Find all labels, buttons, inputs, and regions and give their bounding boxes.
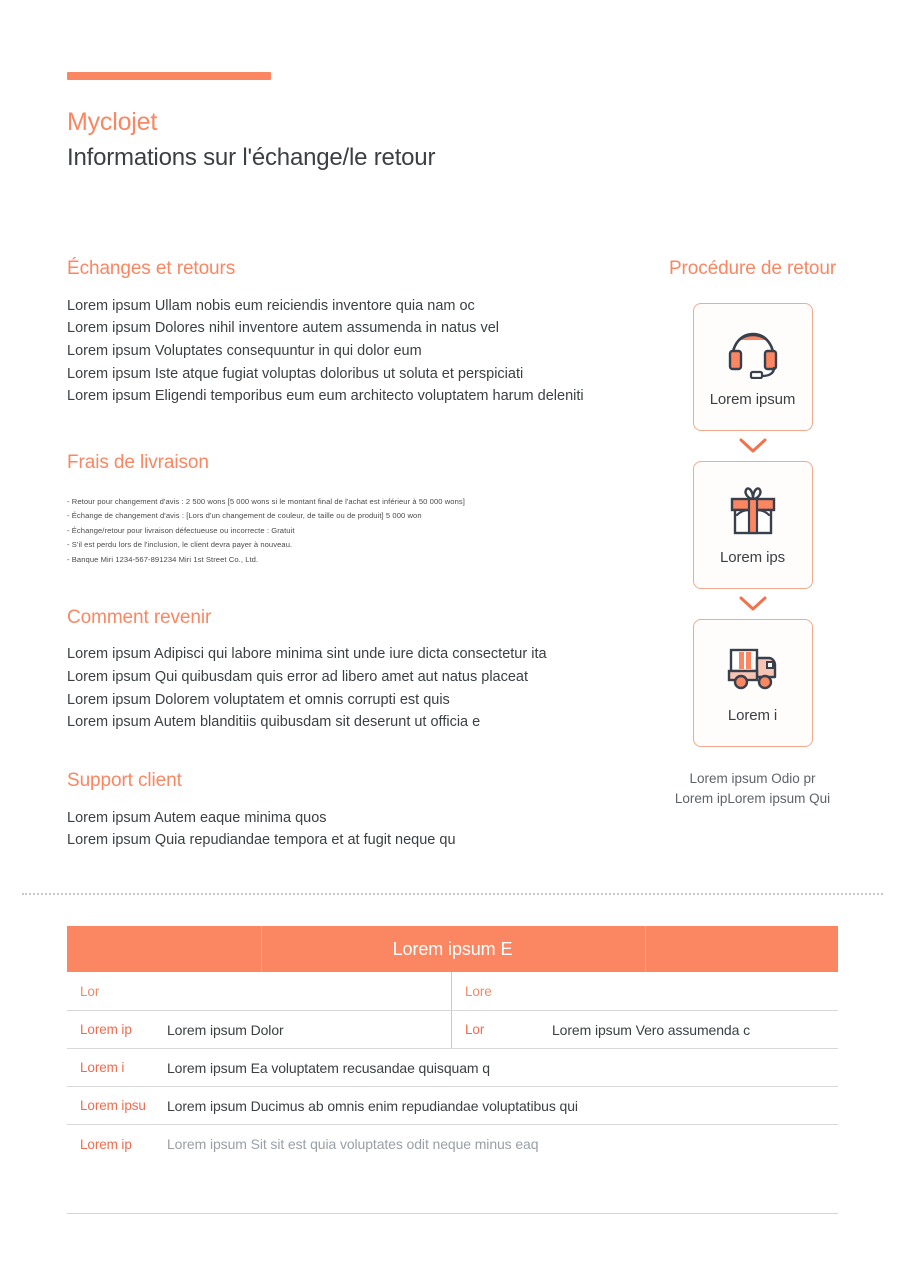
section-exchanges-returns bbox=[67, 258, 607, 408]
text-line: Lorem ipsum Autem eaque minima quos bbox=[67, 809, 327, 826]
chevron-down-icon-2 bbox=[738, 589, 768, 619]
section-body bbox=[67, 807, 607, 852]
row-key: Lorem i bbox=[80, 1060, 125, 1075]
section-body bbox=[67, 643, 607, 733]
text-line: Lorem ipsum Ullam nobis eum reiciendis inventore quia nam oc bbox=[67, 297, 475, 314]
page-title: Informations sur l'échange/le retour bbox=[67, 143, 436, 171]
table-bottom-rule bbox=[67, 1213, 838, 1215]
section-how-to-return bbox=[67, 607, 607, 734]
text-line: Lorem ipsum Dolores nihil inventore autem assumenda in natus vel bbox=[67, 320, 499, 337]
headset-icon bbox=[724, 322, 782, 384]
row-value: Lorem ipsum Ea voluptatem recusandae quisquam q bbox=[167, 1059, 490, 1076]
procedure-step-card-2[interactable] bbox=[693, 461, 813, 589]
note-line: Lorem ipsum Odio pr bbox=[689, 770, 816, 786]
header-divider bbox=[261, 926, 262, 972]
section-body bbox=[67, 295, 607, 408]
row-value: Lorem ipsum Dolor bbox=[167, 1021, 284, 1038]
subheader-key: Lor bbox=[80, 983, 100, 999]
header-divider bbox=[645, 926, 646, 972]
text-line: Lorem ipsum Iste atque fugiat voluptas doloribus ut soluta et perspiciati bbox=[67, 365, 524, 382]
table-cell-full bbox=[67, 1049, 838, 1086]
return-procedure-column bbox=[640, 258, 865, 809]
procedure-step-card-1[interactable] bbox=[693, 303, 813, 431]
gift-box-icon bbox=[724, 480, 782, 542]
table-subheader-row bbox=[67, 972, 838, 1011]
table-cell-right bbox=[452, 1011, 838, 1048]
table-cell-left bbox=[67, 1011, 452, 1048]
document-header bbox=[67, 72, 487, 173]
procedure-step-card-3[interactable] bbox=[693, 619, 813, 747]
left-content-column bbox=[67, 258, 607, 852]
table-row bbox=[67, 1011, 838, 1049]
row-key: Lorem ipsu bbox=[80, 1098, 146, 1113]
text-line: Lorem ipsum Quia repudiandae tempora et at fugit neque qu bbox=[67, 832, 456, 849]
fineprint-line: - S'il est perdu lors de l'inclusion, le client devra payer à nouveau. bbox=[67, 540, 293, 550]
section-body-fineprint bbox=[67, 495, 607, 568]
spacer bbox=[67, 568, 607, 607]
table-cell-full bbox=[67, 1125, 838, 1163]
section-title: Support client bbox=[67, 769, 182, 791]
fineprint-line: - Échange/retour pour livraison défectueuse ou incorrecte : Gratuit bbox=[67, 525, 295, 535]
fineprint-line: - Banque Miri 1234-567-891234 Miri 1st Street Co., Ltd. bbox=[67, 554, 259, 564]
text-line: Lorem ipsum Qui quibusdam quis error ad libero amet aut natus placeat bbox=[67, 668, 529, 685]
accent-bar bbox=[67, 72, 271, 80]
table-cell-full bbox=[67, 1087, 838, 1124]
chevron-down-icon-1 bbox=[738, 431, 768, 461]
row-key: Lorem ip bbox=[80, 1136, 132, 1152]
table-title: Lorem ipsum E bbox=[392, 938, 513, 959]
text-line: Lorem ipsum Eligendi temporibus eum eum architecto voluptatem harum deleniti bbox=[67, 388, 584, 405]
table-row bbox=[67, 1049, 838, 1087]
section-title: Frais de livraison bbox=[67, 451, 209, 473]
subheader-cell-right bbox=[452, 972, 838, 1010]
procedure-note bbox=[640, 769, 865, 809]
subheader-key: Lore bbox=[465, 983, 492, 999]
fineprint-line: - Échange de changement d'avis : [Lors d'un changement de couleur, de taille ou de produit] 5 000 won bbox=[67, 511, 422, 521]
row-value: Lorem ipsum Vero assumenda c bbox=[552, 1021, 750, 1038]
procedure-step-label: Lorem ipsum bbox=[709, 390, 796, 408]
section-customer-support bbox=[67, 770, 607, 852]
text-line: Lorem ipsum Dolorem voluptatem et omnis corrupti est quis bbox=[67, 691, 450, 708]
subheader-cell-left bbox=[67, 972, 452, 1010]
note-line: Lorem ipLorem ipsum Qui bbox=[674, 790, 831, 806]
procedure-steps bbox=[640, 303, 865, 747]
info-table bbox=[67, 926, 838, 1215]
text-line: Lorem ipsum Autem blanditiis quibusdam sit deserunt ut officia e bbox=[67, 714, 481, 731]
row-value: Lorem ipsum Ducimus ab omnis enim repudiandae voluptatibus qui bbox=[167, 1097, 578, 1114]
section-title: Comment revenir bbox=[67, 606, 212, 628]
procedure-step-label: Lorem ips bbox=[720, 548, 785, 566]
row-key: Lorem ip bbox=[80, 1022, 132, 1037]
spacer bbox=[67, 734, 607, 770]
procedure-title: Procédure de retour bbox=[668, 258, 837, 279]
table-row bbox=[67, 1087, 838, 1125]
brand-name: Myclojet bbox=[67, 108, 158, 136]
spacer bbox=[67, 408, 607, 452]
table-row bbox=[67, 1125, 838, 1163]
row-value: Lorem ipsum Sit sit est quia voluptates odit neque minus eaq bbox=[167, 1136, 539, 1152]
delivery-truck-icon bbox=[722, 638, 784, 700]
text-line: Lorem ipsum Adipisci qui labore minima sint unde iure dicta consectetur ita bbox=[67, 646, 547, 663]
table-header-band bbox=[67, 926, 838, 972]
fineprint-line: - Retour pour changement d'avis : 2 500 wons [5 000 wons si le montant final de l'achat est inférieur à 50 000 wons] bbox=[67, 496, 465, 506]
row-key: Lor bbox=[465, 1022, 485, 1037]
procedure-step-label: Lorem i bbox=[727, 706, 778, 724]
text-line: Lorem ipsum Voluptates consequuntur in qui dolor eum bbox=[67, 342, 422, 359]
section-divider bbox=[22, 893, 883, 895]
section-title: Échanges et retours bbox=[67, 258, 236, 279]
section-shipping-fees bbox=[67, 452, 607, 568]
